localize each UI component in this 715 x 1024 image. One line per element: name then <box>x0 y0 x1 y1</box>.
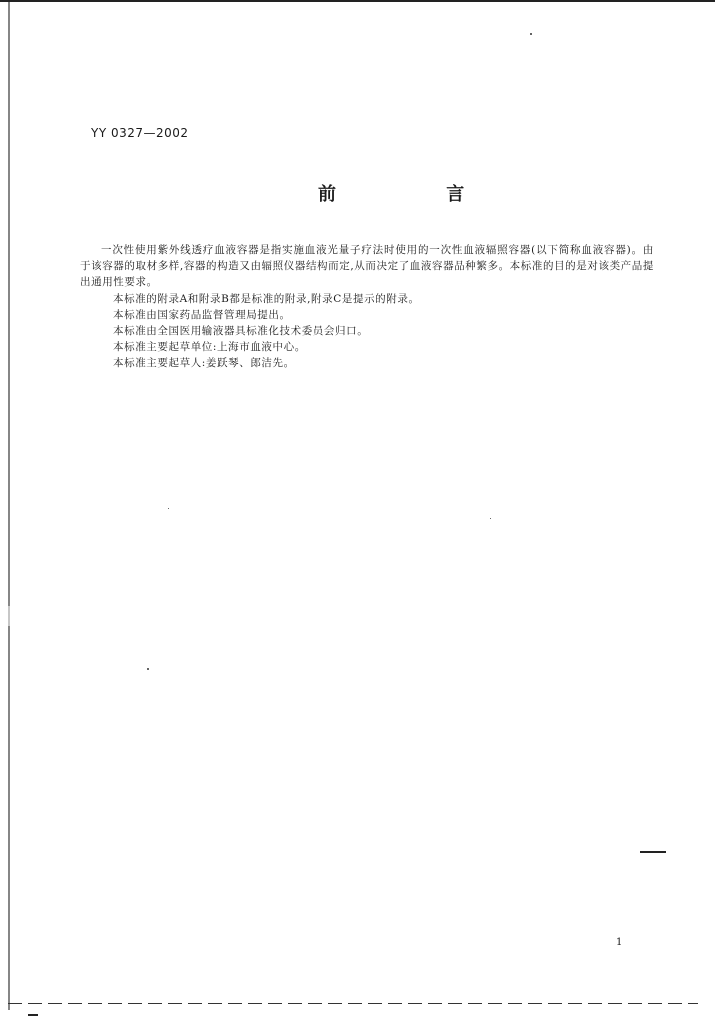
scan-mark-bottom <box>28 1014 38 1016</box>
page-title: 前 言 <box>318 184 517 205</box>
scan-speck <box>147 668 149 670</box>
scan-speck <box>168 508 169 509</box>
scan-speck <box>530 33 532 35</box>
foreword-body <box>80 242 654 372</box>
scan-border-top <box>0 0 715 2</box>
paragraph: 本标准的附录A和附录B都是标准的附录,附录C是提示的附录。 <box>113 292 420 305</box>
scan-border-bottom <box>8 1003 698 1004</box>
scan-border-left <box>8 0 10 1010</box>
page-number: 1 <box>616 937 623 948</box>
paragraph: 本标准主要起草人:姜跃琴、郎洁先。 <box>113 357 295 370</box>
paragraph: 本标准由全国医用输液器具标准化技术委员会归口。 <box>113 325 369 338</box>
paragraph: 一次性使用紫外线透疗血液容器是指实施血液光量子疗法时使用的一次性血液辐照容器(以下简称血液容器)。由于该容器的取材多样,容器的构造又由辐照仪器结构而定,从而决定了血液容器品种繁多。本标准的目的是对该类产品提出通用性要求。 <box>80 244 654 289</box>
scan-speck <box>490 518 491 519</box>
standard-code: YY 0327—2002 <box>91 126 189 140</box>
paragraph: 本标准主要起草单位:上海市血液中心。 <box>113 341 306 354</box>
paragraph: 本标准由国家药品监督管理局提出。 <box>113 308 291 321</box>
scan-mark-right <box>640 851 666 853</box>
